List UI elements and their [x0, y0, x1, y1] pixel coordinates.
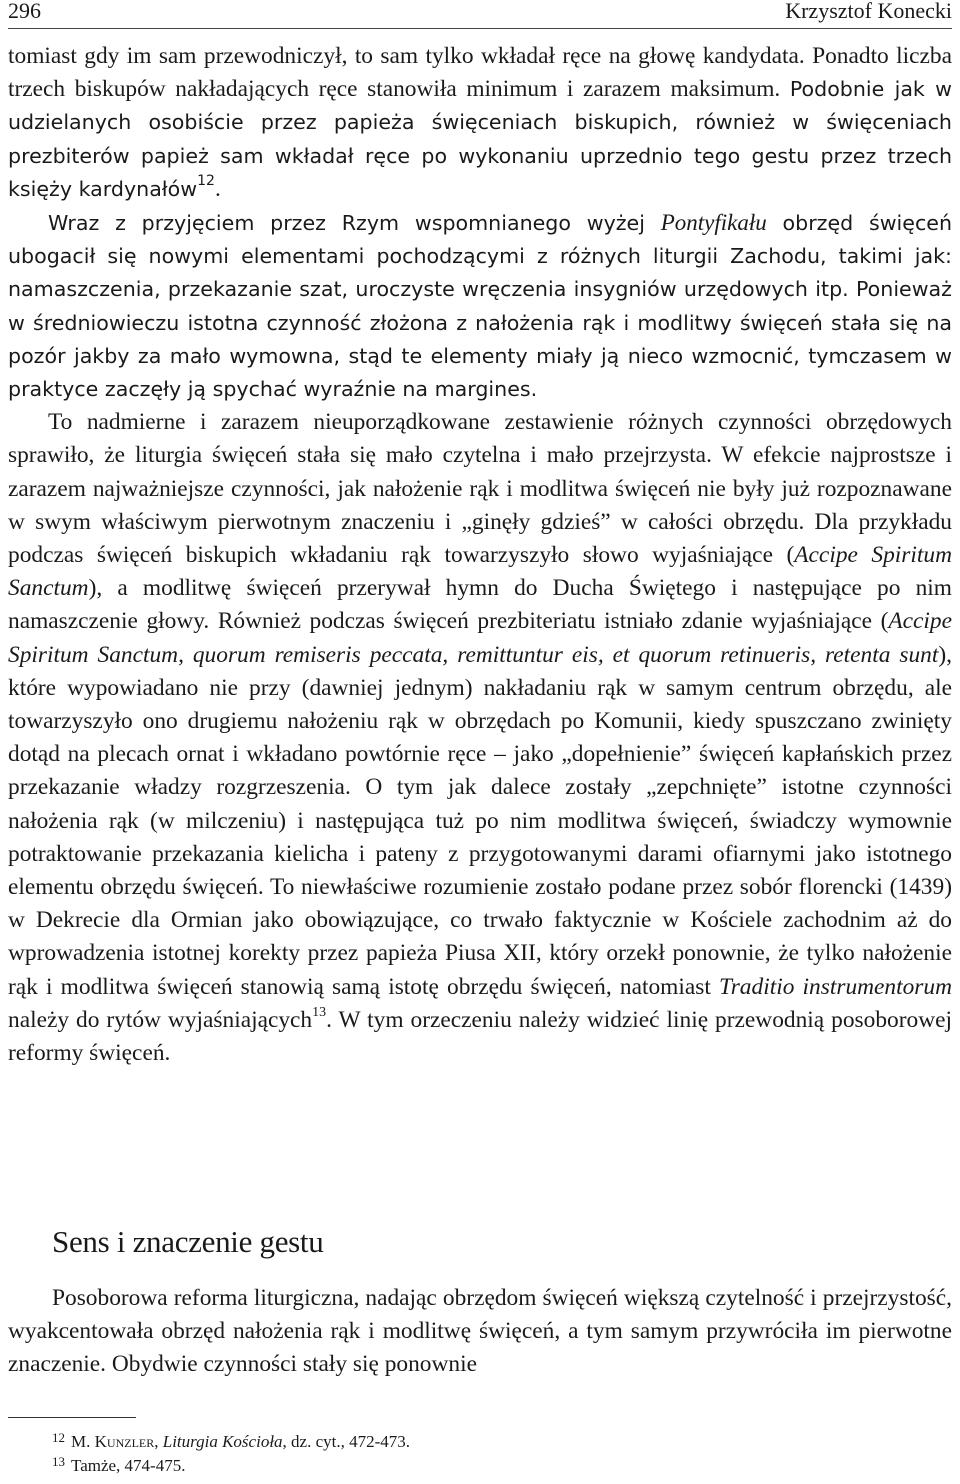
footnote-number: 13: [52, 1454, 65, 1469]
footnote-number: 12: [52, 1430, 65, 1445]
header-rule: [8, 28, 952, 29]
footnote-author: Kunzler: [94, 1432, 155, 1451]
footnote-ref-12[interactable]: 12: [197, 173, 215, 190]
paragraph-2: Wraz z przyjęciem przez Rzym wspomnianego wyżej Pontyfikału obrzęd święceń ubogacił się nowymi elementami pochodzącymi z różnych liturgii Zachodu, takimi jak: namaszczenia, przekazanie szat, uroczyste wręczenia insygniów urzędowych itp. Ponieważ w średniowieczu istotna czynność złożona z nałożenia rąk i modlitwy święceń stała się na pozór jakby za mało wymowna, stąd te elementy miały ją nieco wzmocnić, tymczasem w praktyce zaczęły ją spychać wyraźnie na margines.: [8, 210, 952, 402]
section-heading: Sens i znaczenie gestu: [52, 1224, 324, 1259]
main-text: [8, 40, 952, 1070]
footnote-rule: [8, 1417, 136, 1418]
footnote-ref-13[interactable]: 13: [312, 1005, 327, 1021]
footnote-13: $^{13}$ Tamże, 474-475.: [52, 1454, 186, 1475]
running-head-author: Krzysztof Konecki: [785, 0, 952, 23]
footnotes: [52, 1430, 410, 1478]
paragraph-3: To nadmierne i zarazem nieuporządkowane zestawienie różnych czynności obrzędowych sprawiło, że liturgia święceń stała się mało czytelna i mało przejrzysta. W efekcie najprostsze i zarazem najważniejsze czynności, jak nałożenie rąk i modlitwa święceń nie były już rozpoznawane w swym właściwym pierwotnym znaczeniu i „ginęły gdzieś” w całości obrzędu. Dla przykładu podczas święceń biskupich wkładaniu rąk towarzyszyło słowo wyjaśniające (Accipe Spiritum Sanctum), a modlitwę święceń przerywał hymn do Ducha Świętego i następujące po nim namaszczenie głowy. Również podczas święceń prezbiteriatu istniało zdanie wyjaśniające (Accipe Spiritum Sanctum, quorum remiseris peccata, remittuntur eis, et quorum retinueris, retenta sunt), które wypowiadano nie przy (dawniej jednym) nakładaniu rąk w samym centrum obrzędu, ale towarzyszyło ono drugiemu nałożeniu rąk w obrzędach po Komunii, kiedy spuszczano zwinięty dotąd na plecach ornat i wkładano powtórnie ręce – jako „dopełnienie” święceń kapłańskich przez przekazanie władzy rozgrzeszenia. O tym jak dalece zostały „zepchnięte” istotne czynności nałożenia rąk (w milczeniu) i następująca tuż po nim modlitwa święceń, świadczy wymownie potraktowanie przekazania kielicha i pateny z przygotowanymi darami ofiarnymi jako istotnego elementu obrzędu święceń. To niewłaściwe rozumienie zostało podane przez sobór florencki (1439) w Dekrecie dla Ormian jako obowiązujące, co trwało faktycznie w Kościele zachodnim aż do wprowadzenia istotnej korekty przez papieża Piusa XII, który orzekł ponownie, że tylko nałożenie rąk i modlitwa święceń stanowią samą istotę obrzędu święceń, natomiast Traditio instrumentorum należy do rytów wyjaśniających$^{13}$. W tym orzeczeniu należy widzieć linię przewodnią posoborowej reformy święceń.: [8, 409, 952, 1067]
footnote-title: Liturgia Kościoła: [162, 1432, 283, 1451]
page-number: 296: [8, 0, 41, 23]
footnote-12: $^{12}$ M. Kunzler, Liturgia Kościoła, dz. cyt., 472-473.: [52, 1430, 411, 1451]
running-header: [8, 0, 952, 30]
section-text: [8, 1282, 952, 1382]
paragraph-1: tomiast gdy im sam przewodniczył, to sam tylko wkładał ręce na głowę kandydata. Ponadto liczba trzech biskupów nakładających ręce stanowiła minimum i zarazem maksimum. Podobnie jak w udzielanych osobiście przez papieża święceniach biskupich, również w święceniach prezbiterów papież sam wkładał ręce po wykonaniu uprzednio tego gestu przez trzech księży kardynałów$^{12}$.: [8, 43, 952, 202]
section-paragraph: Posoborowa reforma liturgiczna, nadając obrzędom święceń większą czytelność i przejrzystość, wyakcentowała obrzęd nałożenia rąk i modlitwę święceń, a tym samym przywróciła im pierwotne znaczenie. Obydwie czynności stały się ponownie: [8, 1285, 952, 1378]
